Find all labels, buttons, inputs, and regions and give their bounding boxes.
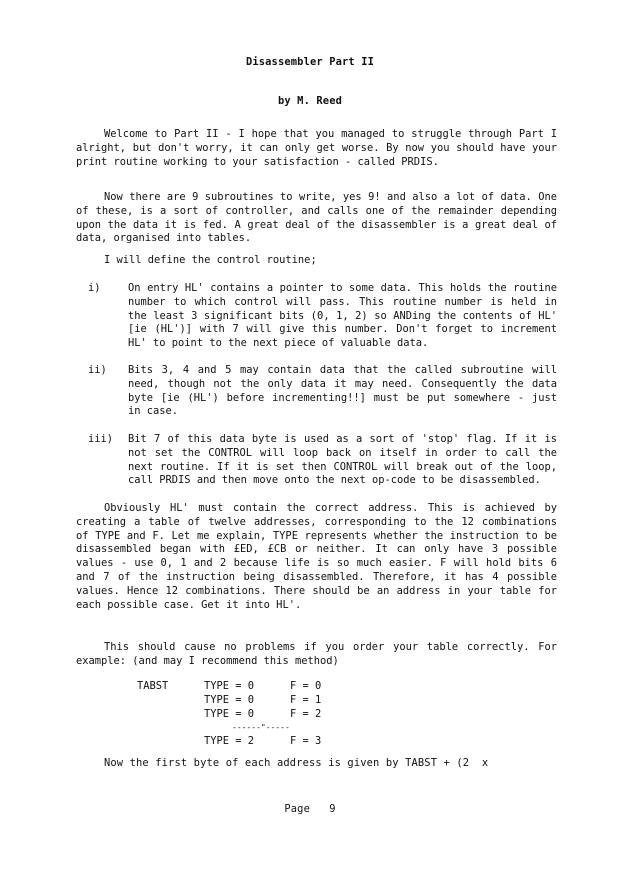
- paragraph-define-control: I will define the control routine;: [104, 254, 317, 266]
- document-author: by M. Reed: [277, 95, 343, 107]
- final-line: Now the first byte of each address is given by TABST + (2 x: [104, 757, 489, 769]
- list-item-number: iii): [88, 433, 114, 445]
- paragraph-welcome: Welcome to Part II - I hope that you managed to struggle through Part I alright, but don't worry, it can only get worse. By now you should have your print routine working to your satisfaction - called PRDIS.: [76, 128, 557, 168]
- paragraph-subroutines: Now there are 9 subroutines to write, yes 9! and also a lot of data. One of these, is a sort of controller, and calls one of the remainder depending upon the data it is fed. A great deal of the disassembler is a great deal of data, organised into tables.: [76, 191, 557, 245]
- list-item-text: Bit 7 of this data byte is used as a sort of 'stop' flag. If it is not set the CONTROL will loop back on itself in order to call the next routine. If it is set then CONTROL will break out of the loop, call PRDIS and then move onto the next op-code to be disassembled.: [128, 433, 557, 487]
- list-item-text: Bits 3, 4 and 5 may contain data that the called subroutine will need, though not the only data it may need. Consequently the data byte [ie (HL') before incrementing!!] must be put somewhere - just in case.: [128, 364, 557, 418]
- table-f-cell: F = 2: [290, 708, 322, 720]
- table-type-cell: TYPE = 0: [204, 680, 255, 692]
- table-f-cell: F = 0: [290, 680, 322, 692]
- table-f-cell: F = 3: [290, 735, 322, 747]
- table-f-cell: F = 1: [290, 694, 322, 706]
- list-item-i: [88, 282, 557, 351]
- list-item-text: On entry HL' contains a pointer to some data. This holds the routine number to which control will pass. This routine number is held in the least 3 significant bits (0, 1, 2) so ANDing the contents of HL' [ie (HL')] with 7 will give this number. Don't forget to increment HL' to point to the next piece of valuable data.: [128, 282, 557, 350]
- table-label: TABST: [137, 680, 169, 692]
- table-type-cell: TYPE = 2: [204, 735, 255, 747]
- document-title: Disassembler Part II: [245, 56, 375, 68]
- paragraph-table-order: This should cause no problems if you order your table correctly. For example: (and may I recommend this method): [76, 641, 557, 667]
- list-item-ii: [88, 364, 557, 419]
- page-footer: Page 9: [284, 803, 336, 815]
- list-item-number: ii): [88, 364, 107, 376]
- table-type-cell: TYPE = 0: [204, 708, 255, 720]
- table-type-cell: TYPE = 0: [204, 694, 255, 706]
- list-item-iii: [88, 433, 557, 488]
- list-item-number: i): [88, 282, 101, 294]
- table-ditto-marks: ------"-----: [232, 723, 290, 732]
- paragraph-hl-address: Obviously HL' must contain the correct address. This is achieved by creating a table of twelve addresses, corresponding to the 12 combinations of TYPE and F. Let me explain, TYPE represents whether the instruction to be disassembled began with £ED, £CB or neither. It can only have 3 possible values - use 0, 1 and 2 because life is so much easier. F will hold bits 6 and 7 of the instruction being disassembled. Therefore, it has 4 possible values. Hence 12 combinations. There should be an address in your table for each possible case. Get it into HL'.: [76, 502, 557, 611]
